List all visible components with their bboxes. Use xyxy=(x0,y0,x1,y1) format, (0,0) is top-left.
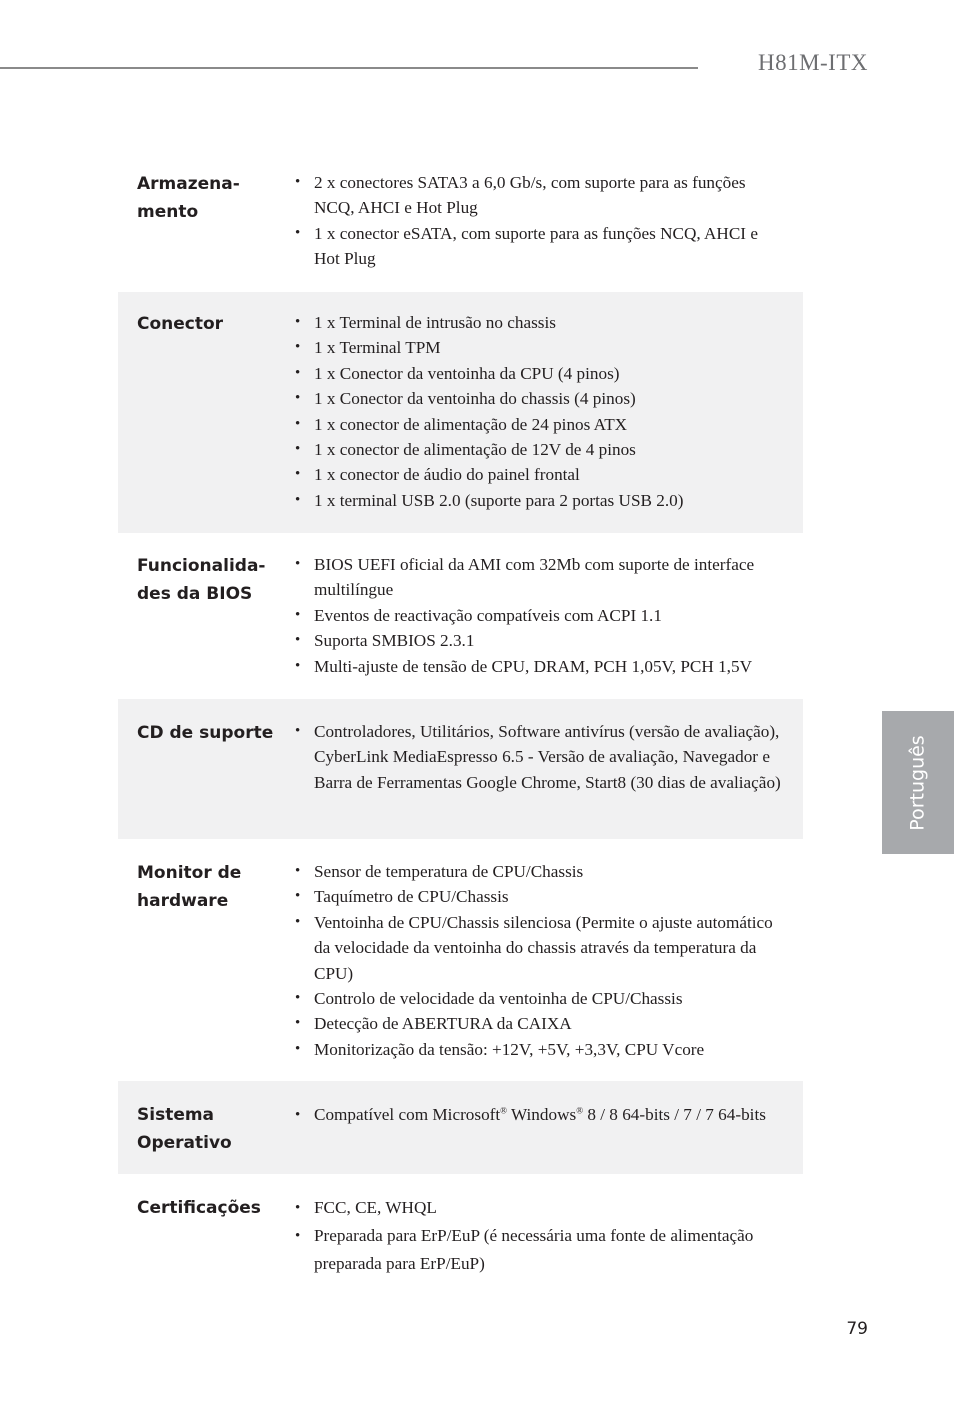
spec-label: Certificações xyxy=(137,1198,261,1218)
spec-items xyxy=(276,170,803,292)
list-item: • Taquímetro de CPU/Chassis xyxy=(276,884,785,909)
list-item: • 1 x Terminal TPM xyxy=(276,335,785,360)
spec-row-certifications xyxy=(118,1174,803,1284)
list-item: • 1 x Terminal de intrusão no chassis xyxy=(276,310,785,335)
list-item: • Ventoinha de CPU/Chassis silenciosa (Permite o ajuste automático da velocidade da ventoinha do chassis através da temperatura da CPU) xyxy=(276,910,785,986)
list-item: • Detecção de ABERTURA da CAIXA xyxy=(276,1011,785,1036)
list-item: • FCC, CE, WHQL xyxy=(276,1194,785,1222)
os-text: Windows xyxy=(507,1105,577,1124)
os-text: Compatível com Microsoft xyxy=(314,1105,501,1124)
spec-items xyxy=(276,859,803,1081)
spec-row-storage xyxy=(118,150,803,292)
spec-items xyxy=(276,552,803,699)
language-tab-label: Português xyxy=(907,734,929,831)
list-item: • 1 x Conector da ventoinha do chassis (4 pinos) xyxy=(276,386,785,411)
model-title: H81M-ITX xyxy=(757,50,868,75)
list-item: • Controlo de velocidade da ventoinha de CPU/Chassis xyxy=(276,986,785,1011)
header-rule xyxy=(0,67,698,69)
list-item: • Sensor de temperatura de CPU/Chassis xyxy=(276,859,785,884)
language-tab xyxy=(882,711,954,854)
spec-row-support-cd xyxy=(118,699,803,839)
registered-mark: ® xyxy=(576,1105,584,1116)
spec-items xyxy=(276,1101,803,1174)
list-item: • Preparada para ErP/EuP (é necessária uma fonte de alimentação preparada para ErP/EuP) xyxy=(276,1222,785,1278)
spec-row-bios xyxy=(118,533,803,699)
spec-label: Funcionalida- des da BIOS xyxy=(137,556,266,604)
list-item: • Eventos de reactivação compatíveis com ACPI 1.1 xyxy=(276,603,785,628)
spec-row-os xyxy=(118,1081,803,1174)
list-item: • Controladores, Utilitários, Software antivírus (versão de avaliação), CyberLink MediaEspresso 6.5 - Versão de avaliação, Navegador e Barra de Ferramentas Google Chrome, Start8 (30 dias de avaliação) xyxy=(276,719,785,795)
spec-label: Conector xyxy=(137,314,224,334)
spec-items xyxy=(276,310,803,533)
list-item: • 1 x conector eSATA, com suporte para as funções NCQ, AHCI e Hot Plug xyxy=(276,221,785,272)
spec-row-hardware-monitor xyxy=(118,839,803,1081)
list-item: • 1 x terminal USB 2.0 (suporte para 2 portas USB 2.0) xyxy=(276,488,785,513)
list-item: • BIOS UEFI oficial da AMI com 32Mb com suporte de interface multilíngue xyxy=(276,552,785,603)
registered-mark: ® xyxy=(500,1105,508,1116)
list-item: • 1 x conector de alimentação de 24 pinos ATX xyxy=(276,412,785,437)
list-item: • 1 x Conector da ventoinha da CPU (4 pinos) xyxy=(276,361,785,386)
os-text: 8 / 8 64-bits / 7 / 7 64-bits xyxy=(583,1105,766,1124)
list-item: • 1 x conector de alimentação de 12V de 4 pinos xyxy=(276,437,785,462)
spec-items xyxy=(276,1194,803,1284)
spec-label: Monitor de hardware xyxy=(137,863,242,911)
list-item: • Multi-ajuste de tensão de CPU, DRAM, PCH 1,05V, PCH 1,5V xyxy=(276,654,785,679)
spec-row-connector xyxy=(118,292,803,533)
list-item: • 1 x conector de áudio do painel frontal xyxy=(276,462,785,487)
spec-items xyxy=(276,719,803,839)
list-item xyxy=(276,1101,785,1129)
spec-label: Sistema Operativo xyxy=(137,1105,232,1153)
list-item: • Monitorização da tensão: +12V, +5V, +3,3V, CPU Vcore xyxy=(276,1037,785,1062)
spec-label: CD de suporte xyxy=(137,723,274,743)
spec-label: Armazena- mento xyxy=(137,174,240,222)
page-number: 79 xyxy=(846,1319,868,1339)
list-item: • Suporta SMBIOS 2.3.1 xyxy=(276,628,785,653)
list-item: • 2 x conectores SATA3 a 6,0 Gb/s, com suporte para as funções NCQ, AHCI e Hot Plug xyxy=(276,170,785,221)
spec-table xyxy=(118,150,803,1284)
